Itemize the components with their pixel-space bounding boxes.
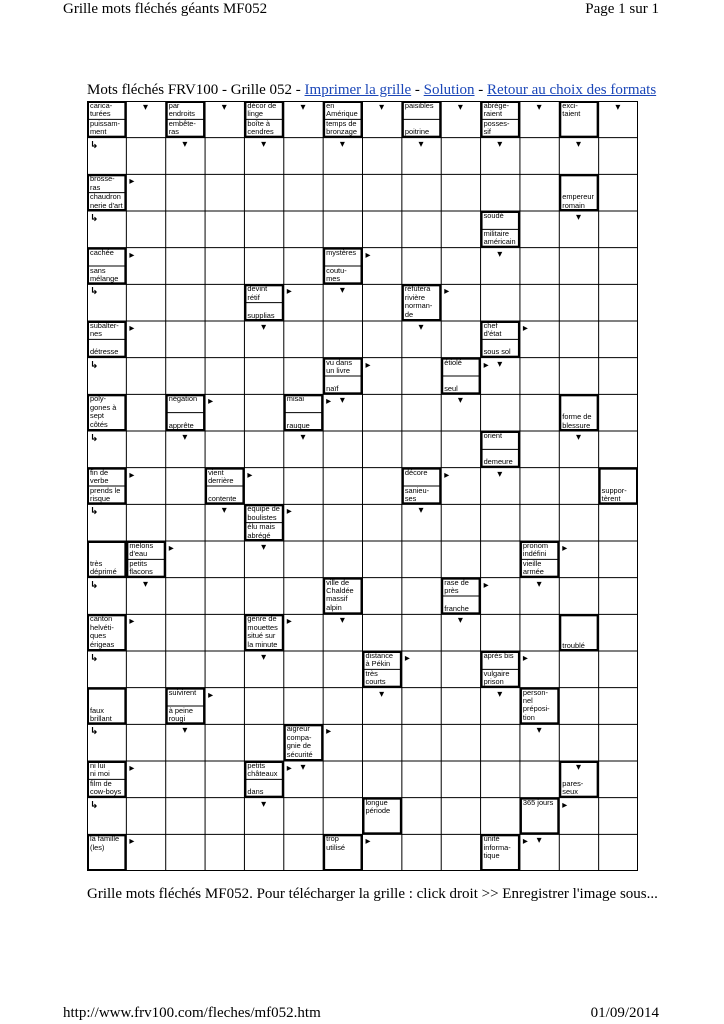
arrow-corner-icon: ↳ <box>90 507 99 518</box>
clue-text: négation <box>168 395 198 404</box>
arrow-down-icon: ▾ <box>457 103 463 113</box>
arrow-right-icon: ▸ <box>286 617 292 628</box>
clue-text: soudé <box>483 212 504 220</box>
clue-text: aigreur compa- gnie de sécurité <box>286 725 313 759</box>
arrow-right-icon: ▸ <box>562 544 568 554</box>
clue-text: décore <box>404 468 428 477</box>
arrow-down-icon: ▾ <box>339 616 345 627</box>
clue-text: misai <box>286 395 305 404</box>
clue-text: suivirent <box>168 688 197 697</box>
arrow-corner-icon: ↳ <box>90 140 99 151</box>
arrow-down-icon: ▾ <box>379 689 385 700</box>
arrow-down-icon: ▾ <box>182 139 188 150</box>
arrow-down-icon: ▾ <box>182 433 188 443</box>
clue-text: élu mais abrégé <box>247 523 275 540</box>
arrow-right-icon: ▸ <box>286 764 292 774</box>
clue-text: la famille (les) <box>90 835 120 852</box>
arrow-corner-icon: ↳ <box>90 360 99 371</box>
clue-text: vulgaire prison <box>483 669 510 687</box>
clue-text: sanieu- ses <box>404 486 430 503</box>
clue-text: empereur romain <box>562 193 594 210</box>
clue-text: orient <box>483 432 503 440</box>
arrow-down-icon: ▾ <box>339 396 345 407</box>
arrow-right-icon: ▸ <box>522 837 528 848</box>
arrow-right-icon: ▸ <box>247 470 253 481</box>
arrow-down-icon: ▾ <box>261 323 267 333</box>
arrow-down-icon: ▾ <box>143 579 149 590</box>
clue-text: petits châteaux <box>247 762 278 779</box>
clue-text: vieille armée <box>522 559 544 577</box>
clue-text: subalter- nes <box>90 322 119 339</box>
clue-text: distance à Pékin <box>365 652 394 669</box>
clue-text: troublé <box>562 641 585 650</box>
clue-text: 365 jours <box>522 798 554 807</box>
clue-text: très courts <box>365 669 386 687</box>
arrow-right-icon: ▸ <box>483 360 489 371</box>
arrow-down-icon: ▾ <box>497 469 503 480</box>
print-header-title: Grille mots fléchés géants MF052 <box>63 1 268 17</box>
grid-title-line <box>87 81 656 99</box>
clue-text: chaudron nerie d'art <box>90 193 123 210</box>
arrow-right-icon: ▸ <box>129 837 135 848</box>
back-to-formats-link[interactable]: Retour au choix des formats <box>487 82 657 98</box>
arrow-right-icon: ▸ <box>444 287 450 298</box>
arrow-down-icon: ▾ <box>575 763 581 773</box>
clue-text: melons d'eau <box>129 542 154 559</box>
grid-caption: Grille mots fléchés MF052. Pour télécharger la grille : click droit >> Enregistrer l'image sous... <box>87 886 658 902</box>
clue-text: vient derrière <box>208 468 234 486</box>
link-separator: - <box>411 82 424 98</box>
clue-text: réfutera rivière norman- de <box>404 285 433 319</box>
clue-text: embête- ras <box>168 119 196 137</box>
arrow-right-icon: ▸ <box>326 397 332 408</box>
clue-text: boîte à cendres <box>247 119 274 137</box>
arrow-right-icon: ▸ <box>326 727 332 738</box>
arrow-down-icon: ▾ <box>182 726 188 737</box>
arrow-right-icon: ▸ <box>208 397 214 408</box>
clue-text: équipe de boulistes <box>247 505 280 522</box>
arrow-down-icon: ▾ <box>497 689 503 700</box>
arrow-right-icon: ▸ <box>562 800 568 811</box>
arrow-down-icon: ▾ <box>143 103 149 113</box>
clue-text: paisibles <box>404 102 434 110</box>
clue-text: posses- sif <box>483 119 510 137</box>
arrow-right-icon: ▸ <box>365 360 371 371</box>
clue-text: seul <box>444 384 458 393</box>
clue-text: pronom indéfini <box>522 542 548 559</box>
arrow-down-icon: ▾ <box>300 103 306 113</box>
arrow-right-icon: ▸ <box>129 177 135 188</box>
arrow-right-icon: ▸ <box>522 324 528 334</box>
print-footer-url: http://www.frv100.com/fleches/mf052.htm <box>63 1005 321 1021</box>
arrow-right-icon: ▸ <box>365 837 371 848</box>
arrow-right-icon: ▸ <box>129 470 135 481</box>
arrow-down-icon: ▾ <box>536 726 542 737</box>
clue-text: rase de près <box>444 578 469 596</box>
clue-text: détresse <box>90 348 119 357</box>
clue-text: ville de Chaldée massif alpin <box>326 578 354 612</box>
arrow-right-icon: ▸ <box>404 654 410 664</box>
arrow-down-icon: ▾ <box>418 323 424 333</box>
arrow-down-icon: ▾ <box>261 653 267 663</box>
arrow-down-icon: ▾ <box>221 506 227 517</box>
clue-text: devint rétif <box>247 285 268 302</box>
clue-text: coutu- mes <box>326 266 347 283</box>
arrow-corner-icon: ↳ <box>90 580 99 591</box>
arrow-right-icon: ▸ <box>522 654 528 664</box>
clue-text: canton helvéti- ques érigeas <box>90 615 115 649</box>
solution-link[interactable]: Solution <box>423 82 475 98</box>
clue-text: après bis <box>483 652 514 660</box>
clue-text: apprête <box>168 421 194 430</box>
arrow-down-icon: ▾ <box>575 139 581 150</box>
clue-text: carica- turées <box>90 102 113 119</box>
clue-text: ni lui ni moi <box>90 762 110 779</box>
clue-text: sans mélange <box>90 266 119 283</box>
clue-text: temps de bronzage <box>326 119 357 137</box>
print-grid-link[interactable]: Imprimer la grille <box>304 82 412 98</box>
clue-text: décor de linge <box>247 102 277 119</box>
arrow-down-icon: ▾ <box>497 359 503 370</box>
grid-title-prefix: Mots fléchés FRV100 - Grille 052 - <box>87 82 305 98</box>
clue-text: sous sol <box>483 348 511 357</box>
clue-text: forme de blessure <box>562 413 592 430</box>
clue-text: naïf <box>326 384 339 393</box>
arrow-down-icon: ▾ <box>536 103 542 113</box>
clue-text: vu dans un livre <box>326 358 353 376</box>
clue-text: franche <box>444 604 469 613</box>
arrow-right-icon: ▸ <box>286 507 292 518</box>
arrow-down-icon: ▾ <box>261 139 267 150</box>
arrow-right-icon: ▸ <box>208 690 214 701</box>
clue-text: mystères <box>326 248 357 257</box>
grid-lines <box>87 101 638 871</box>
arrow-down-icon: ▾ <box>339 286 345 297</box>
print-header-page: Page 1 sur 1 <box>585 1 659 17</box>
print-footer-date: 01/09/2014 <box>590 1005 659 1021</box>
clue-text: très déprimé <box>90 559 117 577</box>
clue-text: poly- gones à sept côtés <box>90 395 117 429</box>
arrow-down-icon: ▾ <box>379 103 385 113</box>
arrow-down-icon: ▾ <box>261 799 267 810</box>
clue-text: pares- seux <box>562 779 584 797</box>
arrow-right-icon: ▸ <box>286 287 292 298</box>
arrow-right-icon: ▸ <box>365 250 371 261</box>
arrow-right-icon: ▸ <box>129 764 135 774</box>
arrow-corner-icon: ↳ <box>90 434 99 444</box>
arrow-down-icon: ▾ <box>536 836 542 847</box>
clue-text: à peine rougi <box>168 706 193 723</box>
clue-text: abrége- raient <box>483 102 510 119</box>
clue-text: contente <box>208 494 237 503</box>
clue-text: dans <box>247 788 264 797</box>
arrow-corner-icon: ↳ <box>90 214 99 224</box>
arrow-down-icon: ▾ <box>261 543 267 553</box>
arrow-down-icon: ▾ <box>497 139 503 150</box>
clue-text: étiolé <box>444 358 462 367</box>
clue-text: fin de verbe <box>90 468 109 486</box>
clue-text: militaire américain <box>483 229 516 247</box>
arrow-down-icon: ▾ <box>457 616 463 627</box>
clue-text: rauque <box>286 421 310 430</box>
crossword-grid <box>87 101 638 871</box>
clue-text: cachée <box>90 248 114 257</box>
clue-text: film de cow-boys <box>90 779 122 797</box>
clue-text: brosse- ras <box>90 175 115 192</box>
arrow-down-icon: ▾ <box>536 579 542 590</box>
clue-text: longue période <box>365 798 391 816</box>
arrow-right-icon: ▸ <box>168 544 174 554</box>
arrow-right-icon: ▸ <box>129 617 135 628</box>
arrow-down-icon: ▾ <box>300 433 306 443</box>
clue-text: person- nel préposi- tion <box>522 688 550 722</box>
clue-text: supplias <box>247 311 275 320</box>
arrow-down-icon: ▾ <box>418 139 424 150</box>
arrow-down-icon: ▾ <box>497 249 503 260</box>
clue-text: trop utilisé <box>326 835 346 852</box>
clue-text: suppor- tèrent <box>601 486 627 503</box>
arrow-right-icon: ▸ <box>129 250 135 261</box>
clue-text: unité informa- tique <box>483 835 511 861</box>
arrow-down-icon: ▾ <box>575 433 581 443</box>
arrow-right-icon: ▸ <box>444 470 450 481</box>
arrow-corner-icon: ↳ <box>90 654 99 664</box>
arrow-down-icon: ▾ <box>418 506 424 517</box>
arrow-right-icon: ▸ <box>129 324 135 334</box>
clue-text: prends le risque <box>90 486 121 503</box>
arrow-down-icon: ▾ <box>457 396 463 407</box>
clue-text: par endroits <box>168 102 195 119</box>
clue-text: demeure <box>483 458 513 467</box>
clue-text: poitrine <box>404 128 430 137</box>
arrow-corner-icon: ↳ <box>90 800 99 811</box>
clue-text: exci- taient <box>562 102 581 119</box>
arrow-down-icon: ▾ <box>575 213 581 223</box>
arrow-down-icon: ▾ <box>300 763 306 773</box>
arrow-corner-icon: ↳ <box>90 727 99 738</box>
clue-text: genre de mouettes situé sur la minute <box>247 615 278 649</box>
clue-text: en Amérique <box>326 102 358 119</box>
arrow-corner-icon: ↳ <box>90 287 99 298</box>
clue-text: chef d'état <box>483 322 502 339</box>
clue-text: faux brillant <box>90 706 112 723</box>
link-separator: - <box>474 82 488 98</box>
clue-text: puissam- ment <box>90 119 120 137</box>
arrow-right-icon: ▸ <box>483 580 489 591</box>
arrow-down-icon: ▾ <box>339 139 345 150</box>
clue-text: petits flacons <box>129 559 153 577</box>
arrow-down-icon: ▾ <box>615 103 621 113</box>
arrow-down-icon: ▾ <box>221 103 227 113</box>
